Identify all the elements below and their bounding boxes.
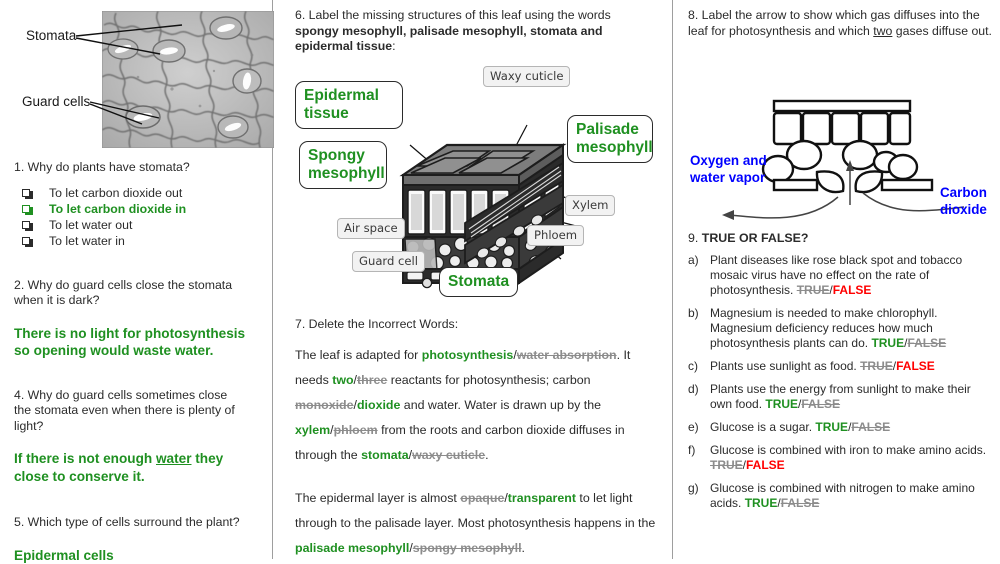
- answer-separator: /: [829, 283, 832, 297]
- q8-text-part-2: gases diffuse out.: [892, 24, 992, 38]
- checkbox-icon[interactable]: [22, 237, 33, 247]
- answer-true[interactable]: TRUE: [745, 496, 778, 510]
- answer-true[interactable]: TRUE: [871, 336, 904, 350]
- option-label: To let carbon dioxide in: [49, 202, 186, 216]
- deleted-word: monoxide: [295, 398, 354, 412]
- answer-separator: /: [798, 397, 801, 411]
- question-6-text: [295, 8, 657, 55]
- item-marker: g): [688, 481, 710, 511]
- item-marker: e): [688, 420, 710, 435]
- true-false-item: [688, 382, 990, 412]
- item-body: [710, 420, 890, 435]
- checkbox-icon[interactable]: [22, 205, 33, 215]
- answer-separator: /: [777, 496, 780, 510]
- deleted-word: water absorption: [517, 348, 617, 362]
- correct-word: two: [332, 373, 353, 387]
- option-label: To let water in: [49, 234, 125, 248]
- question-1-options: [14, 186, 262, 248]
- sentence-text: from the roots and carbon dioxide diffuses in through the: [295, 423, 625, 462]
- correct-word: transparent: [508, 491, 576, 505]
- question-2-text: 2. Why do guard cells close the stomata when it is dark?: [14, 278, 239, 309]
- answer-part-2: they close to conserve it.: [14, 451, 223, 484]
- q6-word-bank: spongy mesophyll, palisade mesophyll, stomata and epidermal tissue: [295, 24, 603, 54]
- q8-underlined-word: two: [873, 24, 892, 38]
- item-marker: b): [688, 306, 710, 351]
- sentence-text: The leaf is adapted for: [295, 348, 422, 362]
- sentence-text: .: [522, 541, 525, 555]
- true-false-list: [688, 253, 990, 511]
- question-7-paragraph-2: [295, 486, 664, 561]
- true-false-item: [688, 481, 990, 511]
- item-statement: Plants use sunlight as food.: [710, 359, 860, 373]
- question-5-answer: Epidermal cells: [14, 547, 262, 564]
- answer-part-1: If there is not enough: [14, 451, 156, 466]
- question-7-paragraph-1: [295, 343, 664, 468]
- item-statement: Glucose is combined with iron to make amino acids.: [710, 443, 986, 457]
- answer-true[interactable]: TRUE: [765, 397, 798, 411]
- item-statement: Glucose is combined with nitrogen to make amino acids.: [710, 481, 975, 510]
- diagram-label-xylem[interactable]: Xylem: [565, 195, 615, 216]
- micrograph-label-guard-cells: Guard cells: [22, 94, 90, 109]
- sentence-text: and water. Water is drawn up by the: [400, 398, 601, 412]
- item-body: [710, 382, 990, 412]
- item-marker: f): [688, 443, 710, 473]
- item-marker: c): [688, 359, 710, 374]
- item-statement: Glucose is a sugar.: [710, 420, 815, 434]
- option-label: To let carbon dioxide out: [49, 186, 182, 200]
- sentence-text: /: [330, 423, 333, 437]
- question-1-text: 1. Why do plants have stomata?: [14, 160, 262, 176]
- answer-separator: /: [743, 458, 746, 472]
- diagram-label-phloem[interactable]: Phloem: [527, 225, 584, 246]
- answer-false[interactable]: FALSE: [851, 420, 890, 434]
- question-8-text: [688, 8, 998, 39]
- question-5-text: 5. Which type of cells surround the plant?: [14, 515, 262, 531]
- answer-false[interactable]: FALSE: [833, 283, 872, 297]
- true-false-item: [688, 253, 990, 298]
- gas-diffusion-diagram: [688, 45, 998, 225]
- diagram-label-epidermal-tissue[interactable]: Epidermal tissue: [295, 81, 403, 129]
- option-row[interactable]: [14, 234, 262, 248]
- question-9-heading: [688, 231, 990, 245]
- sentence-text: to let light through to the palisade layer. Most photosynthesis happens in the: [295, 491, 655, 530]
- stomata-micrograph-figure: [14, 6, 272, 150]
- option-label: To let water out: [49, 218, 132, 232]
- diagram-label-stomata[interactable]: Stomata: [439, 267, 518, 297]
- item-body: [710, 359, 935, 374]
- true-false-item: [688, 306, 990, 351]
- correct-word: stomata: [361, 448, 409, 462]
- right-column: [673, 0, 1000, 559]
- sentence-text: The epidermal layer is almost: [295, 491, 460, 505]
- correct-word: photosynthesis: [422, 348, 514, 362]
- deleted-word: phloem: [334, 423, 378, 437]
- question-4-answer: [14, 450, 254, 485]
- answer-false[interactable]: FALSE: [907, 336, 946, 350]
- sentence-text: /: [409, 541, 412, 555]
- item-body: [710, 481, 990, 511]
- correct-word: xylem: [295, 423, 330, 437]
- question-2-answer: There is no light for photosynthesis so opening would waste water.: [14, 325, 254, 360]
- diagram-label-waxy-cuticle[interactable]: Waxy cuticle: [483, 66, 570, 87]
- item-statement: Plants use the energy from sunlight to make their own food.: [710, 382, 971, 411]
- q8-text-part-1: 8. Label the arrow to show which gas diffuses into the leaf for photosynthesis and which: [688, 8, 980, 38]
- leaf-structure-diagram: [295, 63, 671, 313]
- deleted-word: opaque: [460, 491, 504, 505]
- item-body: [710, 443, 990, 473]
- micrograph-label-stomata: Stomata: [26, 28, 76, 43]
- q6-text-part-1: 6. Label the missing structures of this leaf using the words: [295, 8, 611, 22]
- deleted-word: waxy cuticle: [412, 448, 485, 462]
- diagram-label-spongy-mesophyll[interactable]: Spongy mesophyll: [299, 141, 387, 189]
- item-statement: Magnesium is needed to make chlorophyll. Magnesium deficiency reduces how much photosynthesis plants can do.: [710, 306, 937, 350]
- checkbox-icon[interactable]: [22, 189, 33, 199]
- sentence-text: /: [513, 348, 516, 362]
- answer-true[interactable]: TRUE: [710, 458, 743, 472]
- item-statement: Plant diseases like rose black spot and tobacco mosaic virus have no effect on the rate of photosynthesis.: [710, 253, 962, 297]
- option-row[interactable]: [14, 186, 262, 200]
- sentence-text: /: [409, 448, 412, 462]
- sentence-text: .: [485, 448, 488, 462]
- deleted-word: three: [357, 373, 387, 387]
- q9-heading-text: TRUE OR FALSE?: [702, 231, 809, 245]
- item-body: [710, 253, 990, 298]
- answer-false[interactable]: FALSE: [801, 397, 840, 411]
- diagram-label-air-space[interactable]: Air space: [337, 218, 405, 239]
- answer-separator: /: [848, 420, 851, 434]
- gas-label-carbon-dioxide: Carbon dioxide: [940, 185, 1000, 218]
- question-7-heading: 7. Delete the Incorrect Words:: [295, 317, 664, 331]
- checkbox-icon[interactable]: [22, 221, 33, 231]
- q9-number: 9.: [688, 231, 702, 245]
- question-4-text: 4. Why do guard cells sometimes close the stomata even when there is plenty of light?: [14, 388, 246, 435]
- sentence-text: /: [354, 373, 357, 387]
- gas-label-oxygen-water-vapor: Oxygen and water vapor: [690, 153, 770, 186]
- true-false-item: [688, 443, 990, 473]
- sentence-text: . It needs: [295, 348, 630, 387]
- sentence-text: reactants for photosynthesis; carbon: [387, 373, 590, 387]
- answer-false[interactable]: FALSE: [896, 359, 935, 373]
- correct-word: dioxide: [357, 398, 400, 412]
- q6-text-part-2: :: [392, 39, 395, 53]
- answer-true[interactable]: TRUE: [815, 420, 848, 434]
- answer-true[interactable]: TRUE: [860, 359, 893, 373]
- item-marker: d): [688, 382, 710, 412]
- item-body: [710, 306, 990, 351]
- option-row[interactable]: [14, 202, 262, 216]
- answer-true[interactable]: TRUE: [797, 283, 830, 297]
- option-row[interactable]: [14, 218, 262, 232]
- sentence-text: /: [504, 491, 507, 505]
- diagram-label-guard-cell[interactable]: Guard cell: [352, 251, 425, 272]
- sentence-text: /: [354, 398, 357, 412]
- diagram-label-palisade-mesophyll[interactable]: Palisade mesophyll: [567, 115, 653, 163]
- answer-false[interactable]: FALSE: [746, 458, 785, 472]
- answer-separator: /: [893, 359, 896, 373]
- answer-underlined-word: water: [156, 451, 192, 466]
- left-column: [0, 0, 272, 559]
- deleted-word: spongy mesophyll: [413, 541, 522, 555]
- middle-column: [273, 0, 672, 559]
- item-marker: a): [688, 253, 710, 298]
- true-false-item: [688, 420, 990, 435]
- answer-false[interactable]: FALSE: [781, 496, 820, 510]
- correct-word: palisade mesophyll: [295, 541, 409, 555]
- true-false-item: [688, 359, 990, 374]
- answer-separator: /: [904, 336, 907, 350]
